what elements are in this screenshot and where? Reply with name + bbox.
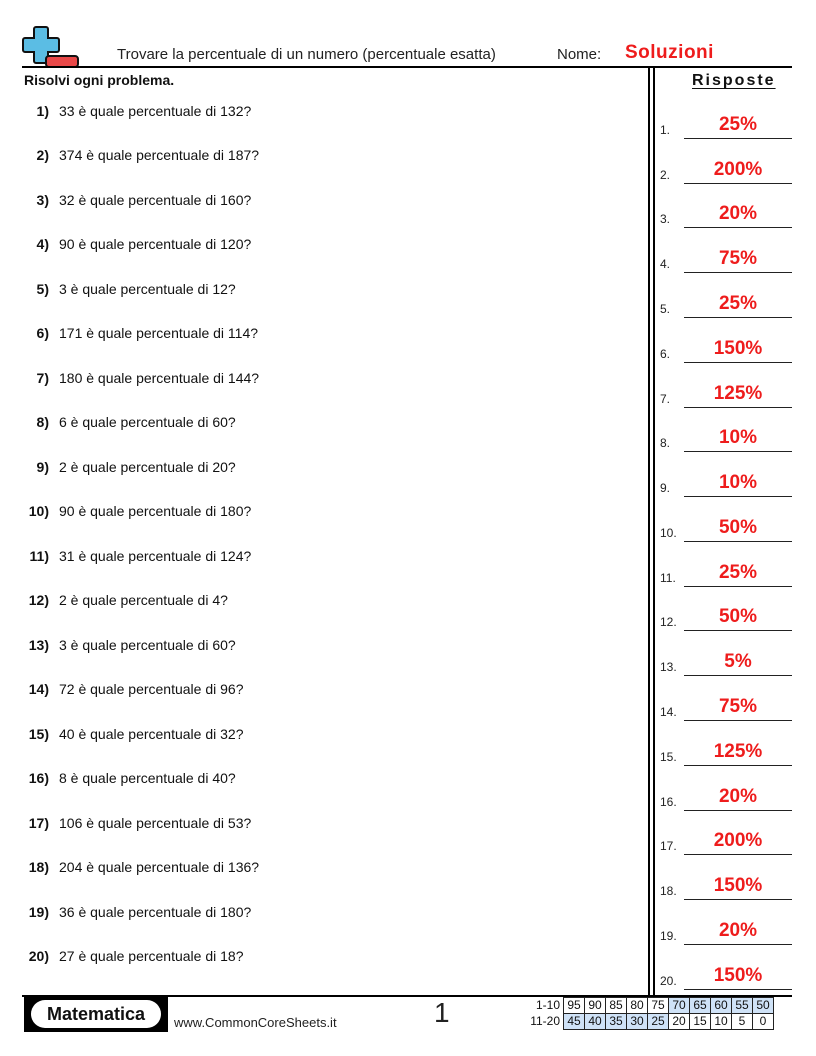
answer-value: 75%: [718, 696, 758, 717]
answer-item: [660, 601, 792, 631]
answer-value: 20%: [718, 203, 758, 224]
answer-number: 19.: [660, 929, 677, 943]
score-cell: 0: [753, 1014, 774, 1030]
answer-line: [684, 854, 792, 856]
answer-number: 20.: [660, 974, 677, 988]
answer-item: [660, 870, 792, 900]
answer-line: [684, 227, 792, 229]
question-text: 204 è quale percentuale di 136?: [59, 859, 260, 875]
site-url: www.CommonCoreSheets.it: [174, 1015, 337, 1030]
answer-line: [684, 496, 792, 498]
answers-heading: Risposte: [692, 72, 776, 89]
question-text: 72 è quale percentuale di 96?: [59, 681, 244, 697]
answer-item: [660, 109, 792, 139]
question-number: 18): [28, 859, 49, 875]
question-number: 6): [36, 325, 49, 341]
question-number: 20): [28, 948, 49, 964]
answer-number: 18.: [660, 884, 677, 898]
name-label: Nome:: [557, 46, 602, 63]
answer-item: [660, 557, 792, 587]
answer-value: 25%: [718, 293, 758, 314]
answer-line: [684, 944, 792, 946]
question-number: 13): [28, 637, 49, 653]
answer-line: [684, 630, 792, 632]
answer-value: 20%: [718, 786, 758, 807]
question-text: 180 è quale percentuale di 144?: [59, 370, 260, 386]
brand-label: Matematica: [31, 1000, 161, 1028]
question-number: 2): [36, 147, 49, 163]
score-cell: 30: [627, 1014, 648, 1030]
answer-item: [660, 646, 792, 676]
answer-line: [684, 586, 792, 588]
answer-value: 10%: [718, 472, 758, 493]
score-cell: 55: [732, 998, 753, 1014]
answer-item: [660, 825, 792, 855]
answer-item: [660, 288, 792, 318]
score-cell: 90: [585, 998, 606, 1014]
question-text: 106 è quale percentuale di 53?: [59, 815, 252, 831]
answer-item: [660, 198, 792, 228]
page-number: 1: [434, 997, 450, 1028]
answer-number: 12.: [660, 615, 677, 629]
answer-number: 1.: [660, 123, 671, 137]
answer-value: 200%: [713, 830, 763, 851]
question-number: 3): [36, 192, 49, 208]
score-table: [528, 997, 774, 1030]
answer-number: 6.: [660, 347, 671, 361]
question-text: 2 è quale percentuale di 20?: [59, 459, 236, 475]
answer-number: 14.: [660, 705, 677, 719]
column-divider: [653, 68, 655, 996]
answer-number: 8.: [660, 436, 671, 450]
score-cell: 5: [732, 1014, 753, 1030]
score-cell: 35: [606, 1014, 627, 1030]
score-cell: 45: [564, 1014, 585, 1030]
answer-number: 9.: [660, 481, 671, 495]
column-divider: [648, 68, 650, 996]
question-number: 19): [28, 904, 49, 920]
answer-number: 16.: [660, 795, 677, 809]
question-number: 15): [28, 726, 49, 742]
question-text: 33 è quale percentuale di 132?: [59, 103, 252, 119]
question-text: 6 è quale percentuale di 60?: [59, 414, 236, 430]
score-cell: 20: [669, 1014, 690, 1030]
answer-item: [660, 378, 792, 408]
question-text: 90 è quale percentuale di 120?: [59, 236, 252, 252]
answer-line: [684, 138, 792, 140]
answer-value: 5%: [724, 651, 752, 672]
answer-value: 125%: [713, 741, 763, 762]
question-text: 31 è quale percentuale di 124?: [59, 548, 252, 564]
answer-item: [660, 781, 792, 811]
question-number: 8): [36, 414, 49, 430]
answer-value: 50%: [718, 606, 758, 627]
answer-number: 2.: [660, 168, 671, 182]
answer-value: 150%: [713, 965, 763, 986]
score-cell: 80: [627, 998, 648, 1014]
score-cell: 70: [669, 998, 690, 1014]
answer-value: 200%: [713, 159, 763, 180]
question-number: 11): [29, 548, 49, 564]
answer-value: 75%: [718, 248, 758, 269]
instructions: Risolvi ogni problema.: [24, 72, 175, 88]
question-text: 3 è quale percentuale di 60?: [59, 637, 236, 653]
answer-number: 17.: [660, 839, 677, 853]
answer-number: 5.: [660, 302, 671, 316]
answer-item: [660, 736, 792, 766]
score-cell: 65: [690, 998, 711, 1014]
question-number: 16): [28, 770, 49, 786]
question-text: 32 è quale percentuale di 160?: [59, 192, 252, 208]
answer-line: [684, 362, 792, 364]
answer-number: 10.: [660, 526, 677, 540]
answer-value: 25%: [718, 114, 758, 135]
answer-value: 25%: [718, 562, 758, 583]
header-divider: [22, 66, 792, 68]
score-cell: 75: [648, 998, 669, 1014]
answer-item: [660, 960, 792, 990]
answer-line: [684, 989, 792, 991]
answer-item: [660, 915, 792, 945]
answer-line: [684, 765, 792, 767]
answer-line: [684, 272, 792, 274]
question-text: 27 è quale percentuale di 18?: [59, 948, 244, 964]
answer-item: [660, 243, 792, 273]
question-text: 2 è quale percentuale di 4?: [59, 592, 228, 608]
question-number: 17): [28, 815, 49, 831]
answer-value: 50%: [718, 517, 758, 538]
answer-number: 13.: [660, 660, 677, 674]
answer-number: 7.: [660, 392, 671, 406]
answer-line: [684, 899, 792, 901]
score-cell: 50: [753, 998, 774, 1014]
question-text: 374 è quale percentuale di 187?: [59, 147, 260, 163]
score-row-label: 11-20: [530, 1014, 560, 1028]
question-number: 7): [36, 370, 49, 386]
answer-line: [684, 407, 792, 409]
question-number: 14): [28, 681, 49, 697]
score-cell: 10: [711, 1014, 732, 1030]
answer-line: [684, 675, 792, 677]
answer-line: [684, 451, 792, 453]
score-cell: 25: [648, 1014, 669, 1030]
answer-number: 15.: [660, 750, 677, 764]
question-number: 12): [28, 592, 49, 608]
question-text: 40 è quale percentuale di 32?: [59, 726, 244, 742]
answer-item: [660, 467, 792, 497]
question-number: 10): [28, 503, 49, 519]
answer-item: [660, 154, 792, 184]
score-row: [528, 998, 774, 1014]
score-row-label: 1-10: [535, 998, 560, 1012]
answer-line: [684, 183, 792, 185]
answer-item: [660, 422, 792, 452]
question-number: 4): [36, 236, 49, 252]
answer-line: [684, 720, 792, 722]
answer-item: [660, 691, 792, 721]
plus-minus-logo-icon: [22, 25, 80, 69]
answer-value: 150%: [713, 875, 763, 896]
answer-line: [684, 541, 792, 543]
score-cell: 95: [564, 998, 585, 1014]
answer-value: 10%: [718, 427, 758, 448]
answer-value: 20%: [718, 920, 758, 941]
answer-line: [684, 810, 792, 812]
score-cell: 60: [711, 998, 732, 1014]
question-number: 5): [36, 281, 49, 297]
answer-item: [660, 333, 792, 363]
answer-line: [684, 317, 792, 319]
question-number: 9): [36, 459, 49, 475]
score-row: [528, 1014, 774, 1030]
name-value: Soluzioni: [625, 42, 714, 63]
answer-number: 3.: [660, 212, 671, 226]
answer-number: 4.: [660, 257, 671, 271]
answer-value: 150%: [713, 338, 763, 359]
score-cell: 40: [585, 1014, 606, 1030]
score-cell: 15: [690, 1014, 711, 1030]
question-text: 171 è quale percentuale di 114?: [59, 325, 259, 341]
question-text: 8 è quale percentuale di 40?: [59, 770, 236, 786]
question-text: 3 è quale percentuale di 12?: [59, 281, 236, 297]
answer-item: [660, 512, 792, 542]
question-number: 1): [36, 103, 49, 119]
question-text: 90 è quale percentuale di 180?: [59, 503, 252, 519]
worksheet-title: Trovare la percentuale di un numero (percentuale esatta): [117, 46, 496, 63]
score-cell: 85: [606, 998, 627, 1014]
answer-value: 125%: [713, 383, 763, 404]
answer-number: 11.: [660, 571, 676, 585]
question-text: 36 è quale percentuale di 180?: [59, 904, 252, 920]
